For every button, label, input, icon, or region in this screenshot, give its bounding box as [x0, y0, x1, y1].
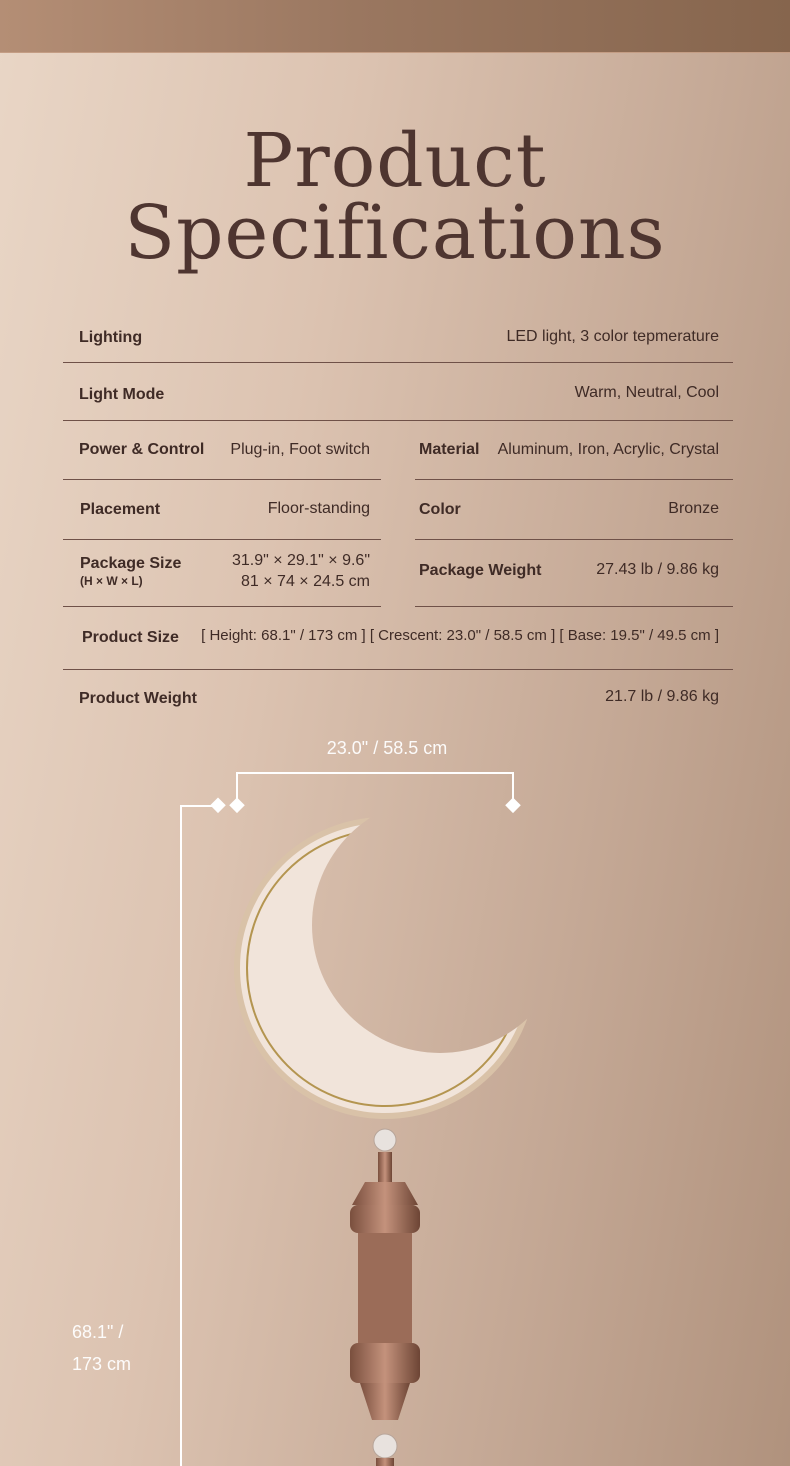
material-value: Aluminum, Iron, Acrylic, Crystal [497, 441, 719, 458]
lighting-label: Lighting [79, 329, 143, 346]
dimension-markers [210, 798, 521, 814]
height-label-line1: 68.1" / [72, 1322, 124, 1342]
package-weight-value: 27.43 lb / 9.86 kg [596, 561, 719, 578]
crescent-width-label: 23.0" / 58.5 cm [326, 738, 448, 758]
page-title-line1: Product [243, 118, 547, 204]
product-weight-value: 21.7 lb / 9.86 kg [605, 688, 719, 705]
power-label: Power & Control [79, 441, 205, 458]
light-mode-value: Warm, Neutral, Cool [574, 384, 719, 401]
product-size-value: [ Height: 68.1" / 173 cm ] [ Crescent: 23.0" / 58.5 cm ] [ Base: 19.5" / 49.5 cm ] [201, 627, 719, 644]
lamp-pole [350, 1129, 420, 1466]
package-size-label: Package Size [80, 555, 182, 572]
crescent-shade [237, 820, 533, 1116]
height-label-line2: 173 cm [72, 1354, 132, 1374]
lighting-value: LED light, 3 color tepmerature [506, 328, 719, 345]
material-label: Material [419, 441, 480, 458]
page-title-line2: Specifications [124, 190, 666, 276]
package-size-sublabel: (H × W × L) [80, 574, 143, 588]
package-size-cm: 81 × 74 × 24.5 cm [241, 573, 370, 590]
power-value: Plug-in, Foot switch [230, 441, 370, 458]
placement-label: Placement [80, 501, 161, 518]
placement-value: Floor-standing [267, 500, 370, 517]
color-value: Bronze [668, 500, 719, 517]
package-size-inches: 31.9" × 29.1" × 9.6" [231, 552, 370, 569]
color-label: Color [419, 501, 461, 518]
product-size-label: Product Size [82, 629, 179, 646]
package-weight-label: Package Weight [419, 562, 542, 579]
light-mode-label: Light Mode [79, 386, 165, 403]
product-weight-label: Product Weight [79, 690, 197, 707]
